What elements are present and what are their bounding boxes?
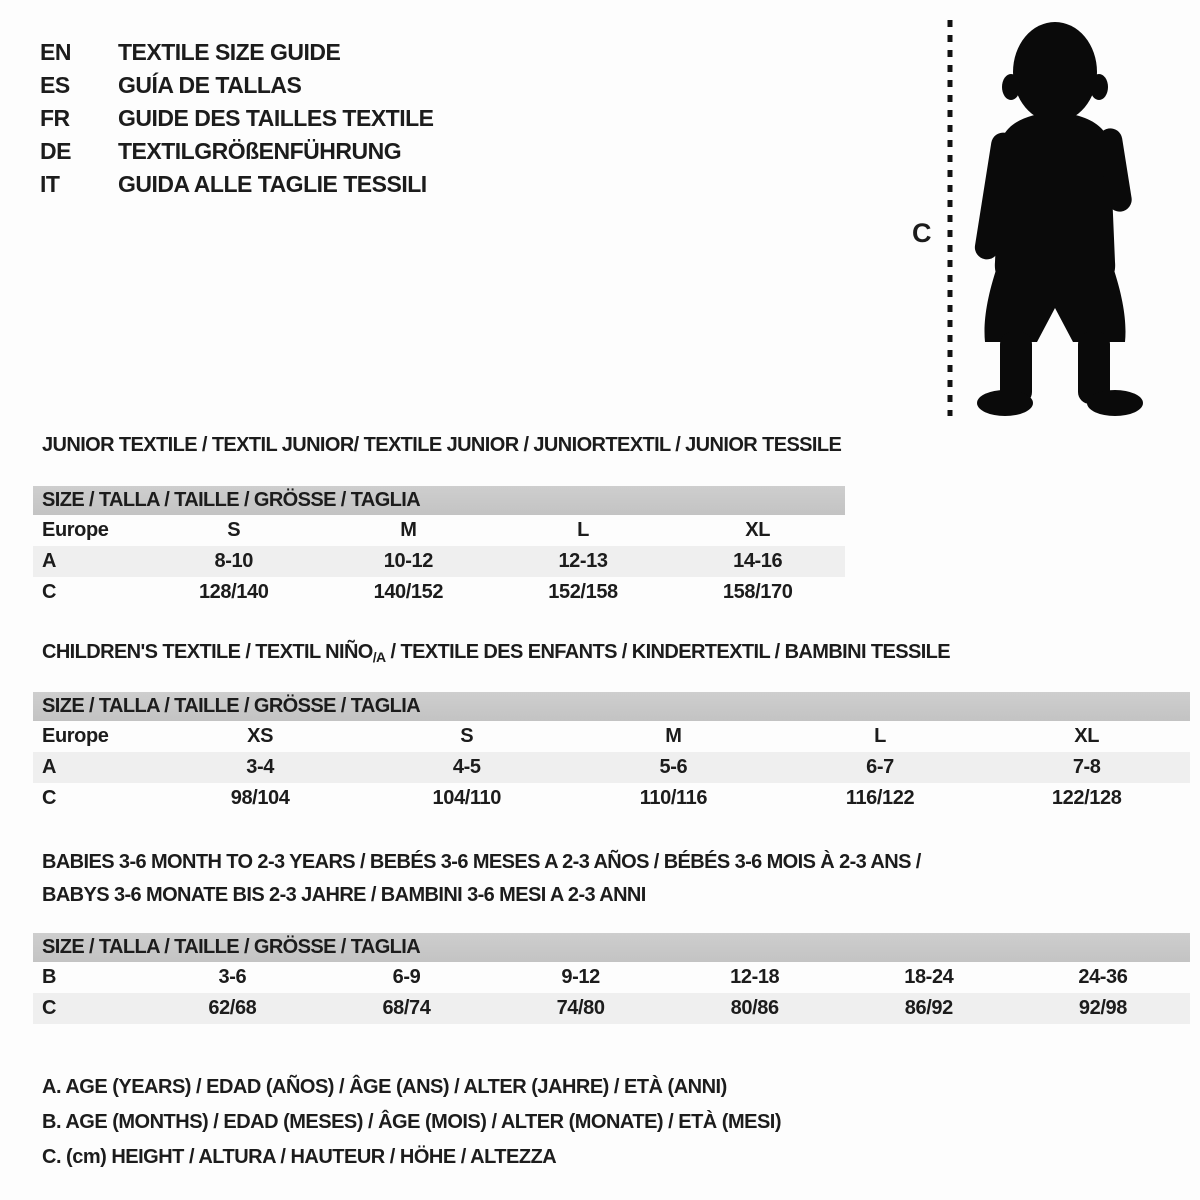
junior-section-heading: JUNIOR TEXTILE / TEXTIL JUNIOR/ TEXTILE JUNIOR / JUNIORTEXTIL / JUNIOR TESSILE (42, 434, 842, 456)
table-row (33, 577, 845, 608)
size-table-header: SIZE / TALLA / TAILLE / GRÖSSE / TAGLIA (33, 933, 1190, 962)
table-cell: XL (1074, 725, 1100, 747)
table-cell: 116/122 (845, 787, 915, 809)
row-label: Europe (42, 519, 109, 541)
table-cell: 86/92 (904, 997, 953, 1019)
table-cell: 6-7 (866, 756, 894, 778)
table-cell: 98/104 (230, 787, 290, 809)
legend-line-a: A. AGE (YEARS) / EDAD (AÑOS) / ÂGE (ANS) / ALTER (JAHRE) / ETÀ (ANNI) (42, 1076, 727, 1098)
table-cell: 14-16 (733, 550, 783, 572)
table-cell: 152/158 (548, 581, 618, 603)
table-cell: XS (247, 725, 274, 747)
table-cell: 12-13 (558, 550, 608, 572)
children-table-rows (33, 721, 1190, 814)
table-cell: S (227, 519, 241, 541)
table-cell: 158/170 (722, 581, 793, 603)
children-heading-subscript: /A (372, 649, 386, 665)
row-label: A (42, 756, 57, 778)
table-cell: 92/98 (1078, 997, 1127, 1019)
table-cell: 128/140 (198, 581, 269, 603)
row-label: A (42, 550, 57, 572)
guide-title: GUÍA DE TALLAS (118, 72, 302, 98)
table-cell: XL (745, 519, 771, 541)
language-code: FR (40, 105, 70, 131)
table-row (33, 752, 1190, 783)
guide-title: GUIDE DES TAILLES TEXTILE (118, 105, 434, 131)
language-code: EN (40, 39, 71, 65)
table-cell: L (577, 519, 589, 541)
table-cell: 80/86 (730, 997, 779, 1019)
height-measure-label: C (912, 218, 932, 248)
table-cell: S (460, 725, 474, 747)
measurement-legend (42, 1070, 781, 1175)
guide-title: GUIDA ALLE TAGLIE TESSILI (118, 171, 427, 197)
baby-silhouette (973, 22, 1143, 416)
table-cell: 9-12 (561, 966, 600, 988)
table-cell: M (400, 519, 417, 541)
language-row (40, 102, 434, 135)
table-cell: 74/80 (556, 997, 605, 1019)
table-cell: 18-24 (904, 966, 954, 988)
legend-line-c: C. (cm) HEIGHT / ALTURA / HAUTEUR / HÖHE / ALTEZZA (42, 1146, 557, 1168)
table-cell: 10-12 (383, 550, 433, 572)
language-row (40, 135, 434, 168)
table-cell: 7-8 (1072, 756, 1101, 778)
table-cell: 122/128 (1051, 787, 1122, 809)
junior-table-rows (33, 515, 845, 608)
table-cell: M (665, 725, 682, 747)
table-cell: 8-10 (214, 550, 253, 572)
table-row (33, 721, 1190, 752)
babies-size-table (33, 933, 1190, 1024)
baby-silhouette-icon (905, 12, 1155, 424)
row-label: C (42, 581, 57, 603)
table-cell: 68/74 (382, 997, 431, 1019)
children-heading-text: CHILDREN'S TEXTILE / TEXTIL NIÑO (42, 641, 373, 663)
row-label: C (42, 997, 57, 1019)
table-row (33, 515, 845, 546)
table-row (33, 993, 1190, 1024)
language-row (40, 36, 434, 69)
table-row (33, 783, 1190, 814)
table-cell: 140/152 (373, 581, 444, 603)
language-code: IT (40, 171, 60, 197)
size-table-header: SIZE / TALLA / TAILLE / GRÖSSE / TAGLIA (33, 692, 1190, 721)
table-row (33, 962, 1190, 993)
language-row (40, 69, 434, 102)
table-cell: 62/68 (208, 997, 257, 1019)
table-cell: L (874, 725, 886, 747)
row-label: C (42, 787, 57, 809)
children-size-table (33, 692, 1190, 814)
table-cell: 12-18 (730, 966, 780, 988)
guide-title: TEXTILGRÖßENFÜHRUNG (118, 138, 402, 164)
table-cell: 110/116 (639, 787, 708, 809)
table-cell: 4-5 (452, 756, 481, 778)
table-cell: 5-6 (659, 756, 688, 778)
guide-title: TEXTILE SIZE GUIDE (118, 39, 341, 65)
row-label: Europe (42, 725, 109, 747)
row-label: B (42, 966, 57, 988)
language-code: ES (40, 72, 70, 98)
table-cell: 6-9 (392, 966, 421, 988)
table-cell: 3-4 (246, 756, 274, 778)
babies-heading-line2: BABYS 3-6 MONATE BIS 2-3 JAHRE / BAMBINI 3-6 MESI A 2-3 ANNI (42, 884, 646, 906)
children-section-heading (42, 641, 950, 665)
babies-table-rows (33, 962, 1190, 1024)
babies-heading-line1: BABIES 3-6 MONTH TO 2-3 YEARS / BEBÉS 3-6 MESES A 2-3 AÑOS / BÉBÉS 3-6 MOIS À 2-3 ANS / (42, 851, 921, 873)
table-row (33, 546, 845, 577)
language-code: DE (40, 138, 71, 164)
children-heading-text: / TEXTILE DES ENFANTS / KINDERTEXTIL / BAMBINI TESSILE (385, 641, 951, 663)
table-cell: 104/110 (432, 787, 501, 809)
table-cell: 24-36 (1078, 966, 1128, 988)
size-table-header: SIZE / TALLA / TAILLE / GRÖSSE / TAGLIA (33, 486, 845, 515)
table-cell: 3-6 (218, 966, 247, 988)
junior-size-table (33, 486, 845, 608)
language-title-list (40, 36, 434, 201)
babies-section-heading (42, 846, 921, 912)
language-row (40, 168, 434, 201)
legend-line-b: B. AGE (MONTHS) / EDAD (MESES) / ÂGE (MOIS) / ALTER (MONATE) / ETÀ (MESI) (42, 1111, 782, 1133)
